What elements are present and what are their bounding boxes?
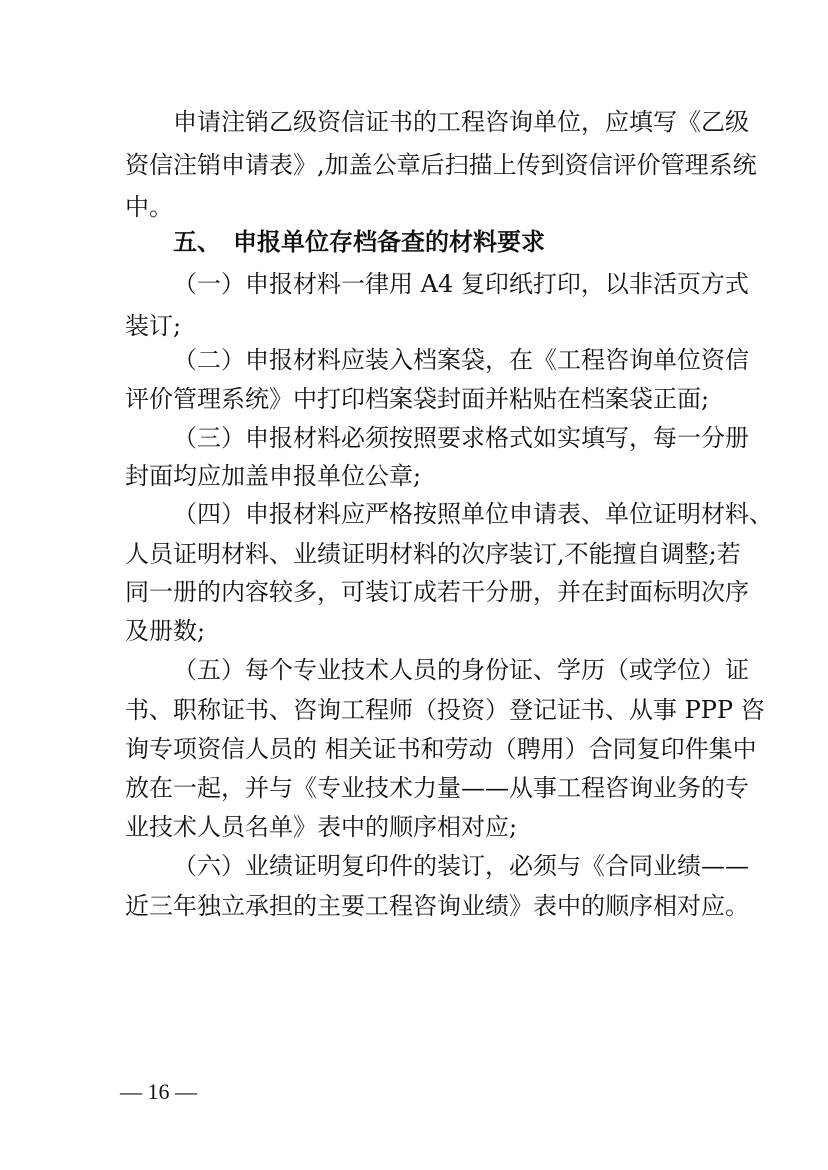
- item-5-line-3: 询专项资信人员的 相关证书和劳动（聘用）合同复印件集中: [125, 735, 757, 763]
- item-1-line-1: （一）申报材料一律用 A4 复印纸打印，以非活页方式: [173, 270, 749, 298]
- item-4-line-4: 及册数;: [125, 617, 206, 645]
- item-3-line-2: 封面均应加盖申报单位公章;: [125, 462, 422, 490]
- intro-line-1: 申请注销乙级资信证书的工程咨询单位，应填写《乙级: [173, 108, 749, 136]
- item-2-line-1: （二）申报材料应装入档案袋，在《工程咨询单位资信: [173, 346, 749, 374]
- intro-line-3: 中。: [125, 193, 173, 221]
- item-4-line-3: 同一册的内容较多，可装订成若干分册，并在封面标明次序: [125, 578, 749, 606]
- section-title: 申报单位存档备查的材料要求: [233, 228, 545, 256]
- item-4-line-2: 人员证明材料、业绩证明材料的次序装订,不能擅自调整;若: [125, 540, 741, 568]
- intro-line-2: 资信注销申请表》,加盖公章后扫描上传到资信评价管理系统: [125, 151, 757, 179]
- item-5-line-2: 书、职称证书、咨询工程师（投资）登记证书、从事 PPP 咨: [125, 696, 765, 724]
- item-2-line-2: 评价管理系统》中打印档案袋封面并粘贴在档案袋正面;: [125, 385, 710, 413]
- item-1-line-2: 装订;: [125, 312, 182, 340]
- item-4-line-1: （四）申报材料应严格按照单位申请表、单位证明材料、: [173, 500, 773, 528]
- item-3-line-1: （三）申报材料必须按照要求格式如实填写，每一分册: [173, 424, 749, 452]
- item-5-line-1: （五）每个专业技术人员的身份证、学历（或学位）证: [173, 656, 749, 684]
- item-6-line-1: （六）业绩证明复印件的装订，必须与《合同业绩——: [173, 852, 749, 880]
- item-5-line-5: 业技术人员名单》表中的顺序相对应;: [125, 813, 518, 841]
- section-number: 五、: [173, 228, 221, 256]
- section-heading: [173, 222, 545, 262]
- page-number: — 16 —: [120, 1079, 197, 1104]
- item-5-line-4: 放在一起，并与《专业技术力量——从事工程咨询业务的专: [125, 774, 749, 802]
- item-6-line-2: 近三年独立承担的主要工程咨询业绩》表中的顺序相对应。: [125, 892, 749, 920]
